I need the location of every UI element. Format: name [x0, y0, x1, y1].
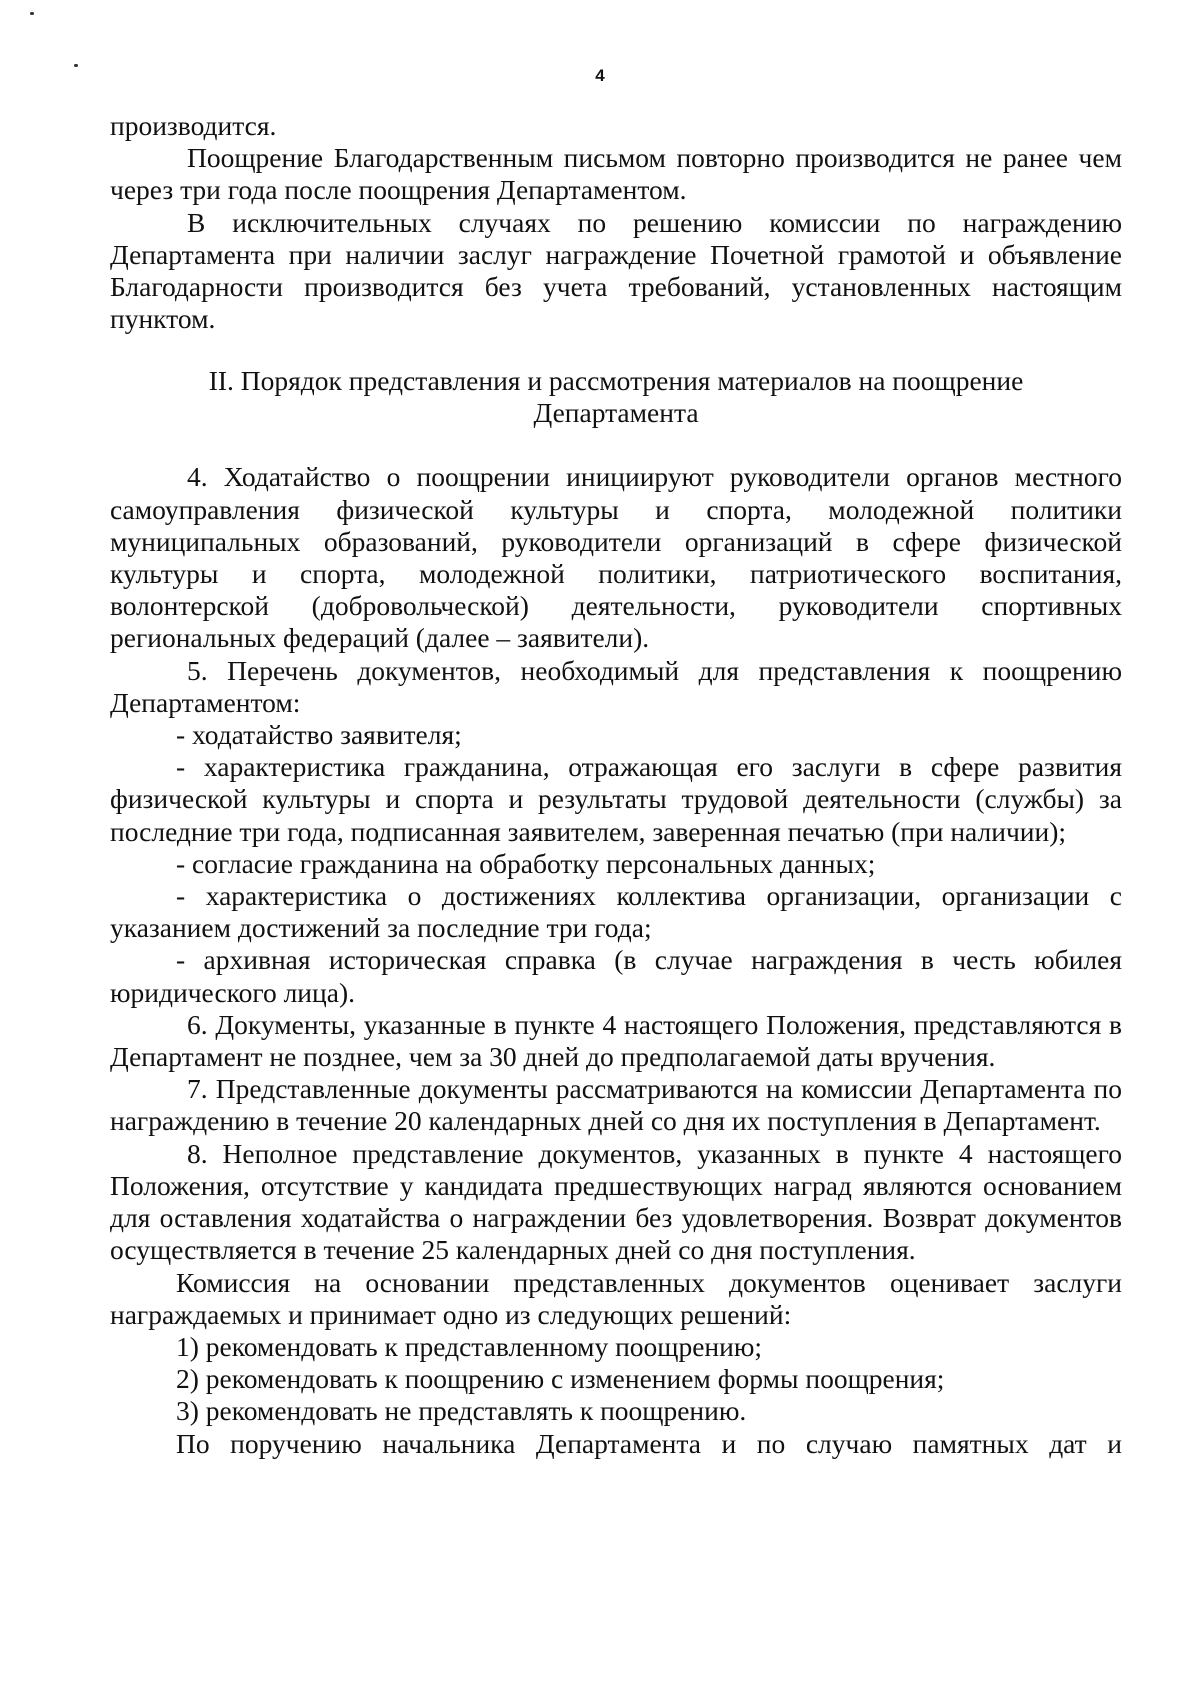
section-heading	[110, 365, 1122, 429]
section-heading-line1: II. Порядок представления и рассмотрения материалов на поощрение	[208, 365, 1024, 397]
item-5-list-4: - характеристика о достижениях коллектива организации, организации с указанием достижений за последние три года;	[110, 880, 1122, 944]
final-paragraph: По поручению начальника Департамента и по случаю памятных дат и	[176, 1427, 1122, 1459]
item-4: 4. Ходатайство о поощрении инициируют руководители органов местного самоуправления физической культуры и спорта, молодежной политики муниципальных образований, руководители организаций в сфере физической культуры и спорта, молодежной политики, патриотического воспитания, волонтерской (добровольческой) деятельности, руководители спортивных региональных федераций (далее – заявители).	[110, 461, 1122, 654]
item-7: 7. Представленные документы рассматриваются на комиссии Департамента по награждению в течение 20 календарных дней со дня их поступления в Департамент.	[110, 1073, 1122, 1137]
page-number: 4	[595, 66, 605, 85]
item-6: 6. Документы, указанные в пункте 4 настоящего Положения, представляются в Департамент не позднее, чем за 30 дней до предполагаемой даты вручения.	[110, 1008, 1122, 1073]
item-8: 8. Неполное представление документов, указанных в пункте 4 настоящего Положения, отсутствие у кандидата предшествующих наград являются основанием для оставления ходатайства о награждении без удовлетворения. Возврат документов осуществляется в течение 25 календарных дней со дня поступления.	[110, 1137, 1122, 1266]
item-5-list-5: - архивная историческая справка (в случае награждения в честь юбилея юридического лица).	[110, 944, 1122, 1008]
scan-artifact	[30, 12, 34, 15]
commission-intro: Комиссия на основании представленных документов оценивает заслуги награждаемых и принимает одно из следующих решений:	[110, 1266, 1122, 1330]
paragraph-exceptional-cases: В исключительных случаях по решению комиссии по награждению Департамента при наличии заслуг награждение Почетной грамотой и объявление Благодарности производится без учета требований, установленных настоящим пунктом.	[110, 206, 1122, 335]
item-5: 5. Перечень документов, необходимый для представления к поощрению Департаментом:	[110, 654, 1122, 718]
item-5-list-1: - ходатайство заявителя;	[176, 719, 462, 751]
decision-3: 3) рекомендовать не представлять к поощрению.	[176, 1395, 747, 1427]
section-heading-line2: Департамента	[533, 397, 699, 429]
paragraph-letter-repeat: Поощрение Благодарственным письмом повторно производится не ранее чем через три года после поощрения Департаментом.	[110, 142, 1122, 206]
item-5-list-2: - характеристика гражданина, отражающая его заслуги в сфере развития физической культуры и спорта и результаты трудовой деятельности (службы) за последние три года, подписанная заявителем, заверенная печатью (при наличии);	[110, 751, 1122, 847]
item-5-list-3: - согласие гражданина на обработку персональных данных;	[176, 847, 876, 879]
decision-1: 1) рекомендовать к представленному поощрению;	[176, 1330, 763, 1362]
continuation-text: производится.	[110, 110, 277, 141]
decision-2: 2) рекомендовать к поощрению с изменением формы поощрения;	[176, 1363, 945, 1395]
document-body	[110, 110, 1122, 1460]
